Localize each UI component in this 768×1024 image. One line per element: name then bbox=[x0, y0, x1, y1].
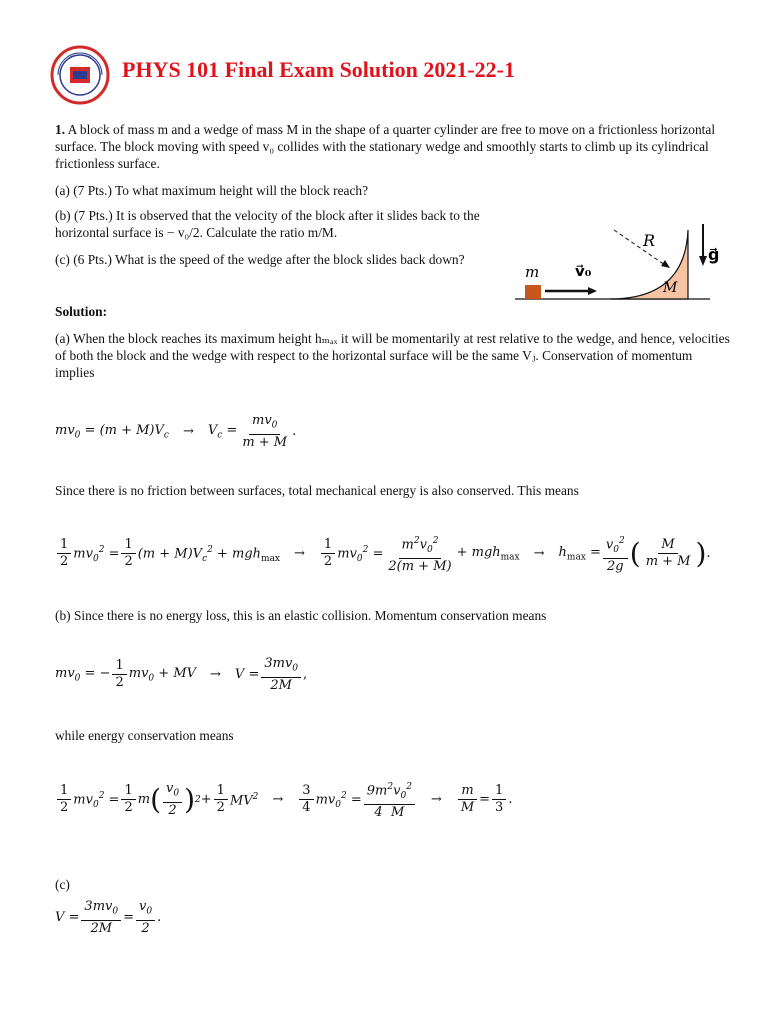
radius-arrowhead bbox=[661, 260, 670, 268]
energy-b-text: while energy conservation means bbox=[55, 728, 234, 743]
physics-diagram bbox=[515, 222, 730, 310]
solution-a-text: (a) When the block reaches its maximum height hₘₐₓ it will be momentarily at rest relative to the wedge, and hence, velocities of both the block and the wedge with respect to the horizontal surface will be the same Vⱼ. Conservation of momentum implies bbox=[55, 331, 730, 380]
equation-wedge-speed: V = $\frac{3mv_0}{2M}$ = $\frac{v_0}{2}$ . bbox=[55, 899, 162, 936]
problem-number: 1. bbox=[55, 122, 66, 137]
equation-energy-b: $\frac{1}{2}$ $mv_0^2$ = $\frac{1}{2}$ m ( $\frac{v_0}{2}$ ) 2 + $\frac{1}{2}$ $MV^2$ → $\frac{3}{4}$ $mv_0^2$ = $\frac{9m^2v_0^2}{4 M}$ → $\frac{m}{M}$ = $\frac{1}{3}$ . bbox=[55, 780, 512, 820]
part-a-question: (a) (7 Pts.) To what maximum height will the block reach? bbox=[55, 183, 369, 198]
page-title: PHYS 101 Final Exam Solution 2021-22-1 bbox=[122, 57, 515, 82]
equation-momentum-b: $mv_0$ = − $\frac{1}{2}$ $mv_0$ + MV → V = $\frac{3mv_0}{2M}$ , bbox=[55, 656, 308, 693]
solution-b-text: (b) Since there is no energy loss, this is an elastic collision. Momentum conservation means bbox=[55, 608, 547, 623]
equation-energy-a: $\frac{1}{2}$ $mv_0^2$ = $\frac{1}{2}$ $(m + M)V_c^2 + mgh_{max}$ → $\frac{1}{2}$ $mv_0^2$ = $\frac{m^2v_0^2}{2(m + M)}$ + mgh$_{max}$ → $h_{max}$ = $\frac{v_0^2}{2g}$ ( $\frac{M}{m + M}$ ) . bbox=[55, 534, 711, 574]
label-g: g⃗ bbox=[708, 245, 720, 264]
velocity-arrowhead bbox=[588, 287, 597, 295]
label-m: m bbox=[525, 263, 540, 281]
university-logo bbox=[50, 45, 110, 105]
equation-momentum-a: $mv_0 = (m + M)V_c$ → $V_c$ = $\frac{mv_0}{m + M}$ . bbox=[55, 413, 297, 450]
problem-text: A block of mass m and a wedge of mass M in the shape of a quarter cylinder are free to move on a frictionless horizontal surface. The block moving with speed v₀ collides with the stationary wedge and smoothly starts to climb up its cylindrical frictionless surface. bbox=[55, 122, 716, 171]
part-c-label: (c) bbox=[55, 877, 70, 892]
gravity-arrowhead bbox=[699, 256, 707, 266]
solution-heading: Solution: bbox=[55, 304, 108, 319]
label-v0: v⃗₀ bbox=[575, 262, 592, 280]
energy-text: Since there is no friction between surfaces, total mechanical energy is also conserved. This means bbox=[55, 483, 579, 498]
part-c-question: (c) (6 Pts.) What is the speed of the wedge after the block slides back down? bbox=[55, 252, 465, 267]
block bbox=[525, 285, 541, 299]
label-R: R bbox=[643, 231, 656, 250]
label-M: M bbox=[663, 280, 678, 296]
radius-line bbox=[614, 230, 665, 265]
problem-statement bbox=[55, 121, 735, 172]
part-b-question: (b) (7 Pts.) It is observed that the velocity of the block after it slides back to the horizontal surface is − v₀/2. Calculate the ratio m/M. bbox=[55, 208, 480, 240]
